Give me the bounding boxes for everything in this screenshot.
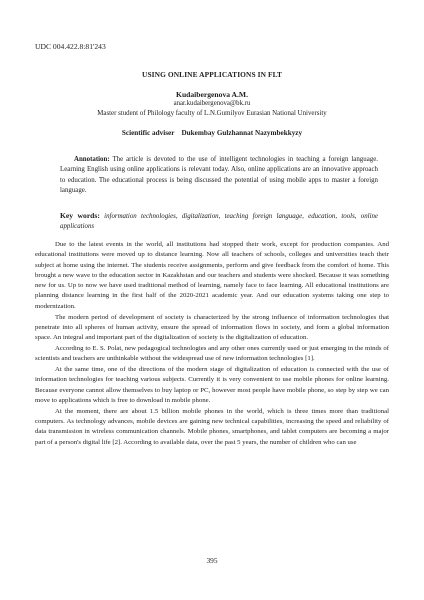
body-paragraph: Due to the latest events in the world, all institutions had stopped their work, except for production companies. And educational institutions were moved up to distance learning. Now all teachers of schools, colleges and universities teach their subject at home using the internet. The students receive assignments, perform and give feedback from the comfort of home. This brought a new wave to the education sector in Kazakhstan and our teachers and students were shocked. Because it was something new for us. Up to now we have used traditional method of learning, namely face to face learning. All educational institutions are planning distance learning in the first half of the 2020-2021 academic year. And our education systems taking one step to modernization. (35, 241, 389, 310)
scientific-adviser (0, 129, 424, 137)
keywords-text: information technologies, digitalization, teaching foreign language, education, tools, online applications (60, 213, 378, 231)
body-paragraph: According to E. S. Polat, new pedagogical technologies and any other ones currently used or just emerging in the minds of scientists and teachers are unthinkable without the widespread use of new information technologies [1]. (35, 344, 389, 363)
abstract (60, 155, 378, 197)
abstract-text: The article is devoted to the use of intelligent technologies in teaching a foreign language. Learning English using online applications is relevant today. Also, online applications are an innovative approach to education. The educational process is being discussed the potential of using mobile apps to master a foreign language. (60, 156, 378, 195)
article-title: USING ONLINE APPLICATIONS IN FLT (142, 70, 282, 79)
advisor-label: Scientific adviser (121, 129, 175, 137)
page-number: 395 (206, 556, 218, 565)
advisor-name: Dukembay Gulzhannat Nazymbekkyzy (181, 129, 303, 137)
author-affiliation: Master student of Philology faculty of L.N.Gumilyov Eurasian National University (97, 110, 327, 117)
body-paragraph: The modern period of development of society is characterized by the strong influence of information technologies that penetrate into all spheres of human activity, ensure the spread of information flows in society, and form a global information space. An integral and important part of the digitalization of society is the digitalization of education. (35, 313, 389, 342)
keywords-label: Key words: (60, 211, 100, 220)
body-paragraph: At the same time, one of the directions of the modern stage of digitalization of education is connected with the use of information technologies for teaching various subjects. Currently it is very convenient to use mobile phones for online learning. Because everyone cannot allow themselves to buy laptop or PC, however most people have mobile phone, so step by step we can move to applications which is free to download in mobile phone. (35, 366, 389, 404)
body-text (35, 240, 389, 448)
author-email: anar.kudaibergenova@bk.ru (173, 100, 251, 107)
keywords (60, 211, 378, 233)
author-name: Kudaibergenova A.M. (176, 90, 248, 99)
udc-code: UDC 004.422.8:81'243 (35, 42, 106, 51)
abstract-label: Annotation: (74, 156, 110, 163)
body-paragraph: At the moment, there are about 1.5 billion mobile phones in the world, which is three times more than traditional computers. As technology advances, mobile devices are gaining new technical capabilities, increasing the speed and reliability of data transmission in wireless communication channels. Mobile phones, smartphones, and tablet computers are becoming a major part of a person's digital life [2]. According to available data, over the past 5 years, the number of children who can use (35, 407, 389, 446)
